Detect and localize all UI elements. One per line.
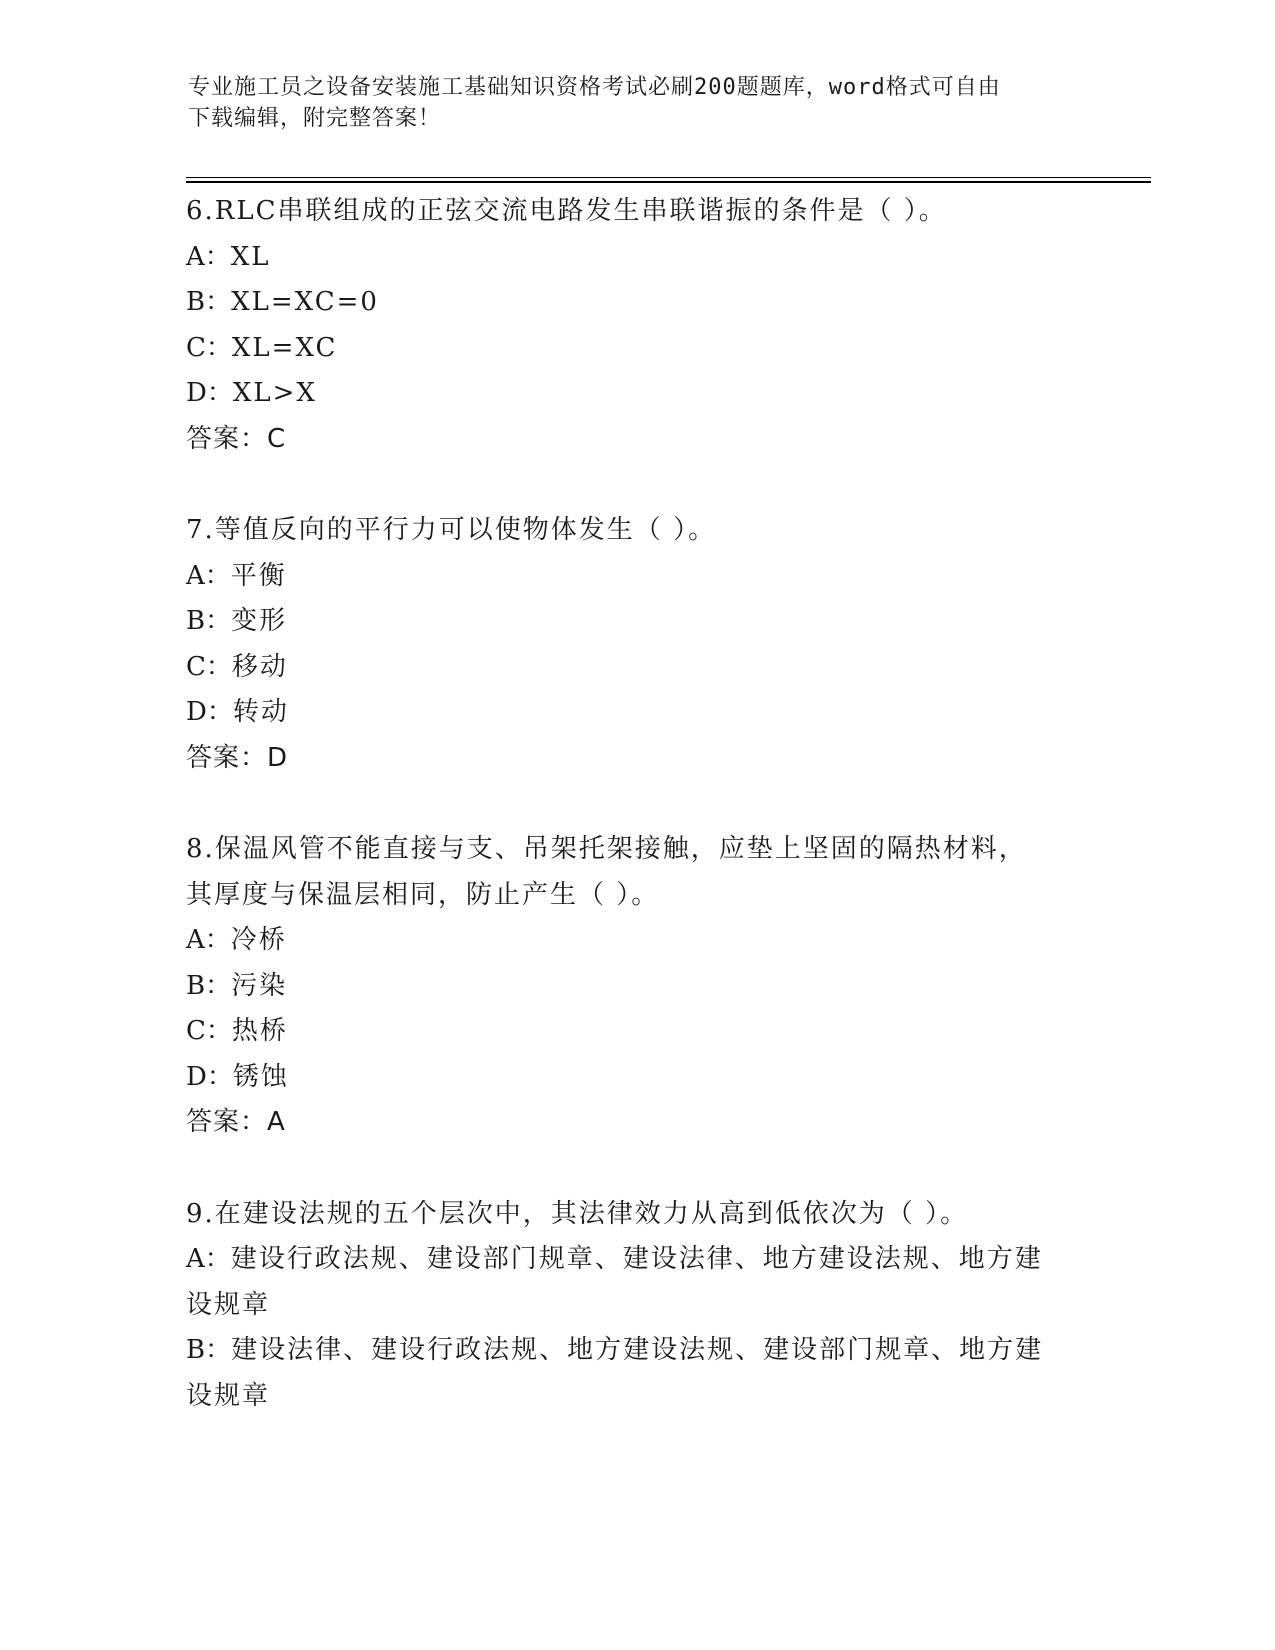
option-b <box>186 599 1086 645</box>
option-b <box>186 280 1086 326</box>
option-label: A： <box>186 241 231 272</box>
option-text: XL=XC=0 <box>231 287 379 317</box>
option-text: 变形 <box>231 606 288 636</box>
option-a <box>186 1237 1086 1283</box>
option-label: B： <box>186 1335 232 1365</box>
option-b <box>186 1328 1086 1374</box>
answer: 答案：A <box>186 1107 286 1137</box>
option-text: 转动 <box>232 697 289 727</box>
option-text: 平衡 <box>230 560 287 591</box>
option-label: B： <box>186 287 232 317</box>
question-stem: 7.等值反向的平行力可以使物体发生（ ）。 <box>186 515 717 545</box>
option-text: 污染 <box>231 970 288 1001</box>
option-label: B： <box>186 606 232 636</box>
question-stem: 9.在建设法规的五个层次中，其法律效力从高到低依次为（ ）。 <box>186 1198 969 1229</box>
option-text: 移动 <box>231 651 288 682</box>
option-text: 锈蚀 <box>232 1061 289 1092</box>
option-label: C： <box>186 1016 232 1046</box>
option-text: 建设法律、建设行政法规、地方建设法规、建设部门规章、地方建 <box>231 1335 1044 1365</box>
option-label: D： <box>186 697 233 727</box>
option-label: D： <box>186 1061 233 1092</box>
option-label: A： <box>186 1244 231 1274</box>
option-text: 冷桥 <box>230 925 287 955</box>
option-a <box>186 235 1086 281</box>
question-stem: 6.RLC串联组成的正弦交流电路发生串联谐振的条件是（ ）。 <box>186 196 947 226</box>
option-b <box>186 964 1086 1010</box>
option-d <box>186 1055 1086 1101</box>
option-a <box>186 554 1086 600</box>
header-divider-thick <box>186 181 1151 183</box>
question-list <box>186 189 1086 1465</box>
option-label: A： <box>186 560 231 591</box>
option-text: XL <box>230 241 271 272</box>
question-stem: 8.保温风管不能直接与支、吊架托架接触，应垫上坚固的隔热材料， <box>186 834 1027 864</box>
question-7 <box>186 508 1086 781</box>
document-header <box>188 72 1088 134</box>
option-label: D： <box>186 378 233 408</box>
option-label: C： <box>186 332 232 363</box>
option-label: C： <box>186 651 232 682</box>
option-a <box>186 918 1086 964</box>
option-c <box>186 326 1086 372</box>
answer: 答案：D <box>186 742 289 773</box>
option-label: B： <box>186 970 232 1001</box>
option-text: 热桥 <box>231 1016 288 1046</box>
header-line-2: 下载编辑，附完整答案！ <box>188 106 442 131</box>
question-stem-continued: 其厚度与保温层相同，防止产生（ ）。 <box>186 879 660 910</box>
option-b-continued: 设规章 <box>186 1380 271 1411</box>
option-d <box>186 690 1086 736</box>
option-label: A： <box>186 925 231 955</box>
question-9 <box>186 1192 1086 1420</box>
header-divider-thin <box>186 177 1151 178</box>
option-text: XL=XC <box>231 332 338 363</box>
question-8 <box>186 827 1086 1146</box>
option-text: 建设行政法规、建设部门规章、建设法律、地方建设法规、地方建 <box>230 1244 1043 1274</box>
option-c <box>186 645 1086 691</box>
option-text: XL>X <box>232 378 317 408</box>
option-d <box>186 371 1086 417</box>
option-c <box>186 1009 1086 1055</box>
option-a-continued: 设规章 <box>186 1289 271 1320</box>
answer: 答案：C <box>186 423 287 454</box>
question-6 <box>186 189 1086 462</box>
header-line-1: 专业施工员之设备安装施工基础知识资格考试必刷200题题库，word格式可自由 <box>188 75 1001 100</box>
